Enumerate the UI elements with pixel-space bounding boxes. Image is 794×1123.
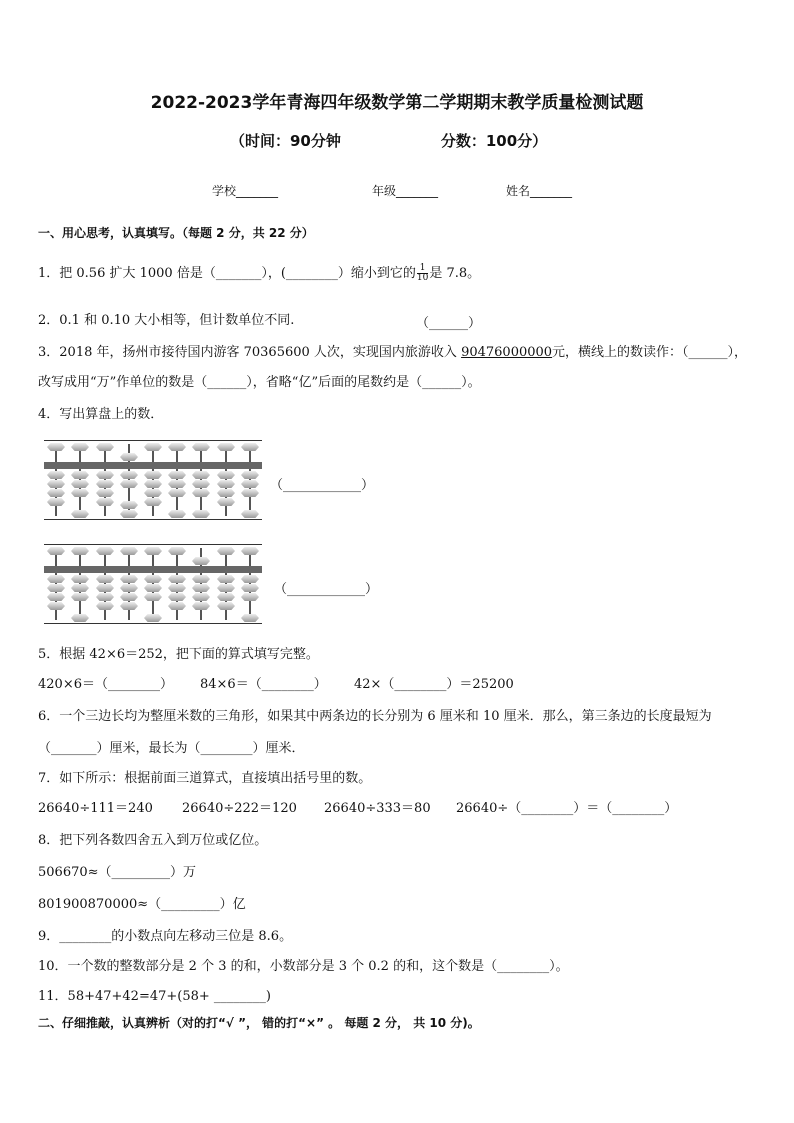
abacus-lower-bead — [96, 584, 114, 592]
abacus-lower-bead — [96, 480, 114, 488]
q5-eq2: 84×6＝（________） — [200, 677, 327, 692]
abacus-lower-bead — [192, 471, 210, 479]
abacus-lower-bead — [71, 480, 89, 488]
abacus-lower-bead — [71, 584, 89, 592]
abacus-lower-bead — [120, 480, 138, 488]
abacus-upper-bead — [71, 547, 89, 555]
abacus-lower-bead — [217, 471, 235, 479]
abacus-lower-bead — [120, 510, 138, 518]
abacus-upper-bead — [96, 547, 114, 555]
q7-eq4: 26640÷（________）＝（________） — [456, 801, 678, 816]
fraction — [417, 264, 428, 283]
abacus-upper-bead — [120, 547, 138, 555]
question-6-line2: （_______）厘米，最长为（________）厘米． — [38, 741, 305, 756]
abacus-lower-bead — [120, 593, 138, 601]
abacus-lower-bead — [168, 602, 186, 610]
abacus-lower-bead — [71, 489, 89, 497]
abacus-lower-bead — [120, 575, 138, 583]
abacus-lower-bead — [47, 498, 65, 506]
abacus-2 — [44, 544, 262, 624]
section1-heading: 一、用心思考，认真填写。（每题 2 分，共 22 分） — [38, 226, 314, 240]
abacus-lower-bead — [241, 614, 259, 622]
abacus-lower-bead — [144, 614, 162, 622]
abacus-lower-bead — [217, 489, 235, 497]
abacus-lower-bead — [96, 498, 114, 506]
abacus-lower-bead — [71, 614, 89, 622]
question-7: 7．如下所示：根据前面三道算式，直接填出括号里的数。 — [38, 771, 372, 786]
abacus-upper-bead — [96, 443, 114, 451]
question-3-line2: 改写成用“万”作单位的数是（______），省略“亿”后面的尾数约是（______）。 — [38, 375, 481, 390]
abacus-lower-bead — [192, 593, 210, 601]
abacus-lower-bead — [192, 489, 210, 497]
abacus-lower-bead — [144, 480, 162, 488]
question-9: 9．________的小数点向左移动三位是 8.6。 — [38, 929, 293, 944]
q7-eq1: 26640÷111＝240 — [38, 801, 153, 816]
abacus-lower-bead — [144, 575, 162, 583]
abacus-lower-bead — [168, 489, 186, 497]
abacus-bottom-bar — [44, 623, 262, 624]
abacus-upper-bead — [192, 443, 210, 451]
abacus-lower-bead — [144, 471, 162, 479]
abacus-lower-bead — [241, 584, 259, 592]
abacus-lower-bead — [96, 602, 114, 610]
abacus-lower-bead — [192, 584, 210, 592]
abacus-upper-bead — [168, 547, 186, 555]
question-4: 4．写出算盘上的数． — [38, 407, 164, 422]
q2-blank: （______） — [416, 316, 482, 331]
abacus-lower-bead — [144, 498, 162, 506]
abacus-lower-bead — [47, 489, 65, 497]
question-10: 10．一个数的整数部分是 2 个 3 的和，小数部分是 3 个 0.2 的和，这个数是（________）。 — [38, 959, 569, 974]
abacus-lower-bead — [168, 575, 186, 583]
abacus-lower-bead — [144, 489, 162, 497]
abacus-upper-bead — [192, 557, 210, 565]
abacus-upper-bead — [241, 443, 259, 451]
question-8: 8．把下列各数四舍五入到万位或亿位。 — [38, 833, 268, 848]
abacus-lower-bead — [168, 510, 186, 518]
question-5: 5．根据 42×6＝252，把下面的算式填写完整。 — [38, 647, 319, 662]
q5-eq3: 42×（________）＝25200 — [354, 677, 514, 692]
q5-equations — [38, 676, 173, 694]
school-field: 学校_______ — [212, 184, 279, 198]
abacus-1 — [44, 440, 262, 520]
abacus-bottom-bar — [44, 519, 262, 520]
abacus-lower-bead — [217, 602, 235, 610]
abacus-lower-bead — [120, 584, 138, 592]
grade-field: 年级_______ — [372, 184, 439, 198]
question-11: 11．58+47+42=47+(58+ ________) — [38, 989, 271, 1004]
abacus-lower-bead — [47, 480, 65, 488]
abacus-lower-bead — [47, 584, 65, 592]
abacus-lower-bead — [192, 510, 210, 518]
abacus-top-bar — [44, 440, 262, 441]
q2-text: 2．0.1 和 0.10 大小相等，但计数单位不同. — [38, 313, 295, 328]
q1-text-a: 1．把 0.56 扩大 1000 倍是（_______），(________）缩小到它的 — [38, 266, 416, 281]
abacus-lower-bead — [168, 593, 186, 601]
abacus-beam — [44, 462, 262, 469]
exam-info — [230, 130, 547, 151]
abacus-upper-bead — [217, 443, 235, 451]
abacus-lower-bead — [241, 593, 259, 601]
abacus-upper-bead — [144, 547, 162, 555]
exam-score: 分数：100分） — [440, 132, 548, 150]
abacus-lower-bead — [241, 480, 259, 488]
q3-text-b: 元，横线上的数读作：（______）， — [552, 345, 748, 360]
q8-line1: 506670≈（_________）万 — [38, 865, 197, 880]
abacus-lower-bead — [241, 489, 259, 497]
abacus-upper-bead — [168, 443, 186, 451]
question-3-line1 — [38, 344, 747, 362]
abacus-lower-bead — [192, 480, 210, 488]
abacus-lower-bead — [47, 471, 65, 479]
abacus-upper-bead — [47, 547, 65, 555]
abacus-lower-bead — [71, 471, 89, 479]
q3-text-a: 3．2018 年，扬州市接待国内游客 70365600 人次，实现国内旅游收入 — [38, 345, 462, 360]
abacus-lower-bead — [192, 575, 210, 583]
abacus-lower-bead — [96, 489, 114, 497]
fraction-numerator: 1 — [417, 264, 428, 274]
abacus-lower-bead — [217, 584, 235, 592]
abacus-upper-bead — [47, 443, 65, 451]
abacus-lower-bead — [71, 593, 89, 601]
abacus-lower-bead — [120, 501, 138, 509]
q5-eq1: 420×6＝（________） — [38, 677, 173, 692]
abacus-lower-bead — [47, 593, 65, 601]
abacus-lower-bead — [217, 480, 235, 488]
name-field: 姓名_______ — [506, 184, 573, 198]
abacus-upper-bead — [120, 453, 138, 461]
q4-blank-1: （____________） — [270, 478, 375, 493]
question-2 — [38, 312, 294, 330]
abacus-lower-bead — [120, 471, 138, 479]
abacus-lower-bead — [47, 575, 65, 583]
abacus-lower-bead — [47, 602, 65, 610]
q4-blank-2: （____________） — [274, 582, 379, 597]
abacus-lower-bead — [144, 584, 162, 592]
question-1 — [38, 264, 480, 283]
abacus-lower-bead — [168, 480, 186, 488]
exam-time: （时间：90分钟 — [230, 132, 341, 150]
abacus-lower-bead — [168, 471, 186, 479]
abacus-upper-bead — [217, 547, 235, 555]
q3-number: 90476000000 — [461, 345, 553, 360]
abacus-lower-bead — [71, 510, 89, 518]
q7-eq2: 26640÷222＝120 — [182, 801, 297, 816]
abacus-lower-bead — [217, 498, 235, 506]
abacus-lower-bead — [71, 575, 89, 583]
abacus-lower-bead — [241, 471, 259, 479]
abacus-lower-bead — [192, 602, 210, 610]
abacus-lower-bead — [168, 584, 186, 592]
section2-heading: 二、仔细推敲，认真辨析（对的打“√ ”， 错的打“×” 。 每题 2 分， 共 10 分)。 — [38, 1016, 480, 1030]
abacus-upper-bead — [71, 443, 89, 451]
abacus-lower-bead — [217, 575, 235, 583]
question-6-line1: 6．一个三边长均为整厘米数的三角形，如果其中两条边的长分别为 6 厘米和 10 厘米．那么，第三条边的长度最短为 — [38, 709, 712, 724]
abacus-upper-bead — [241, 547, 259, 555]
fraction-denominator: 10 — [416, 273, 429, 283]
abacus-beam — [44, 566, 262, 573]
abacus-lower-bead — [96, 471, 114, 479]
abacus-lower-bead — [144, 593, 162, 601]
q7-eq3: 26640÷333＝80 — [324, 801, 431, 816]
q8-line2: 801900870000≈（_________）亿 — [38, 897, 246, 912]
abacus-lower-bead — [241, 575, 259, 583]
abacus-lower-bead — [217, 593, 235, 601]
q1-text-b: 是 7.8。 — [429, 266, 481, 281]
page-title: 2022-2023学年青海四年级数学第二学期期末教学质量检测试题 — [150, 93, 644, 113]
abacus-top-bar — [44, 544, 262, 545]
abacus-lower-bead — [96, 593, 114, 601]
abacus-upper-bead — [144, 443, 162, 451]
abacus-lower-bead — [96, 575, 114, 583]
abacus-lower-bead — [120, 602, 138, 610]
abacus-lower-bead — [241, 510, 259, 518]
